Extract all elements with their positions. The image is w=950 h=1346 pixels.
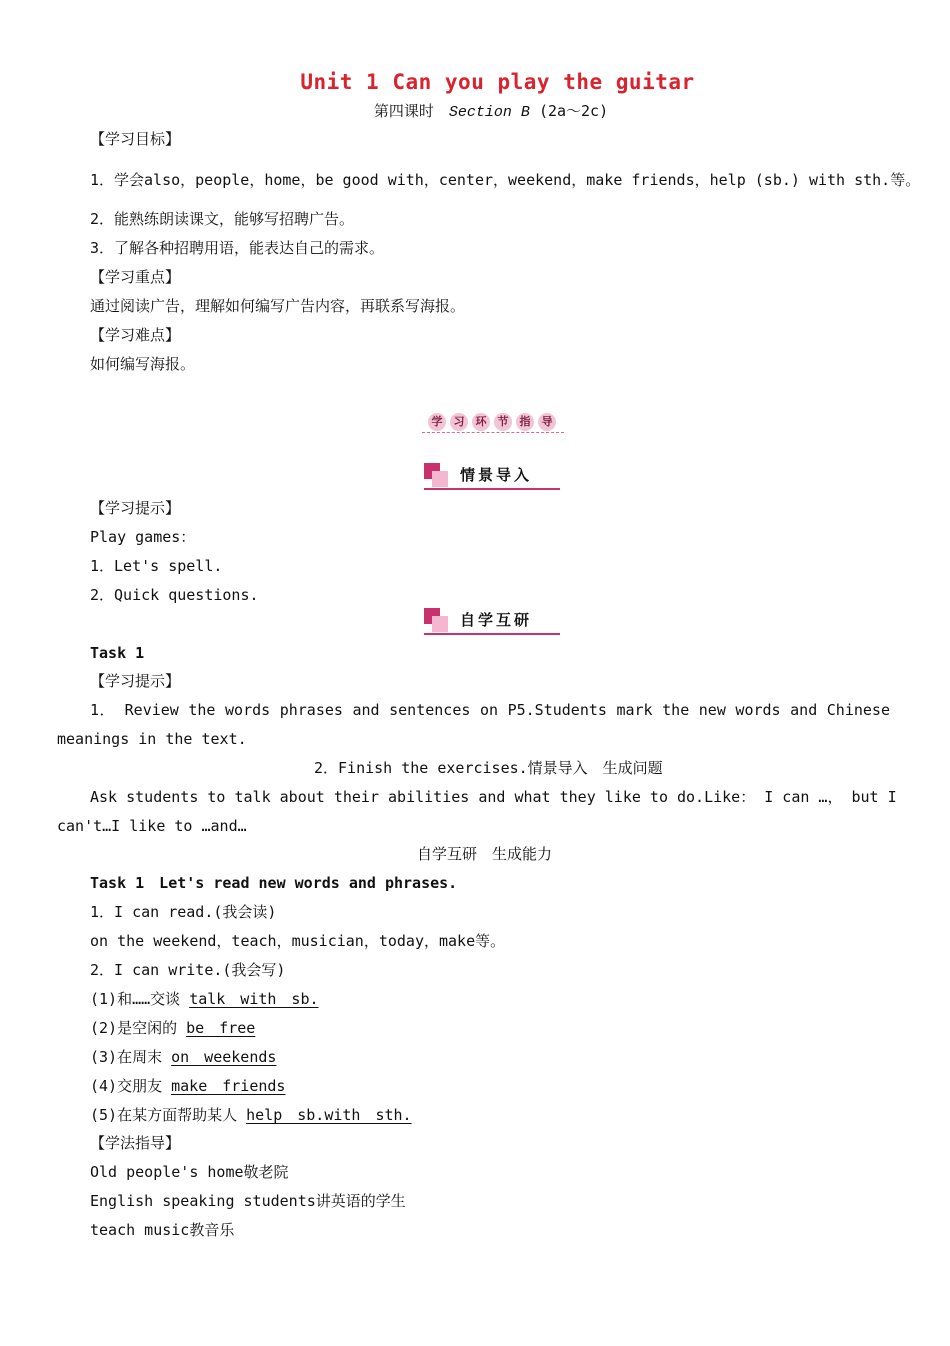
banner-char: 学 xyxy=(428,413,446,431)
difficulty-text: 如何编写海报。 xyxy=(90,355,196,373)
section-rule xyxy=(424,488,560,490)
lesson-number: 第四课时 xyxy=(373,102,434,120)
method-line-1: Old people's home敬老院 xyxy=(90,1163,289,1181)
section-header-selfstudy xyxy=(424,608,560,636)
method-heading: 【学法指导】 xyxy=(90,1134,181,1152)
write-item-4: (4)交朋友 make friends xyxy=(90,1077,286,1095)
section-rule xyxy=(424,633,560,635)
difficulty-heading: 【学习难点】 xyxy=(90,326,181,344)
play-item-2: 2．Quick questions. xyxy=(90,586,259,604)
ask-line-1: Ask students to talk about their abilities and what they like to do.Like： I can …， but I xyxy=(90,788,897,806)
goal-3: 3．了解各种招聘用语，能表达自己的需求。 xyxy=(90,239,385,257)
focus-text: 通过阅读广告，理解如何编写广告内容，再联系写海报。 xyxy=(90,297,466,315)
goals-heading: 【学习目标】 xyxy=(90,130,181,148)
answer-blank: be free xyxy=(186,1019,256,1037)
section-header-intro xyxy=(424,463,560,491)
read-heading: 1．I can read.(我会读) xyxy=(90,903,277,921)
banner-rule xyxy=(422,432,564,433)
read-words: on the weekend，teach，musician，today，make等。 xyxy=(90,932,506,950)
section-label: Section B xyxy=(448,104,530,121)
banner-char: 习 xyxy=(450,413,468,431)
ask-line-2: can't…I like to …and… xyxy=(57,817,247,835)
zixue-heading: 自学互研 生成能力 xyxy=(417,845,553,863)
write-item-5: (5)在某方面帮助某人 help sb.with sth. xyxy=(90,1106,412,1124)
play-item-1: 1．Let's spell. xyxy=(90,557,223,575)
task-1-label: Task 1 xyxy=(90,644,145,662)
answer-blank: talk with sb. xyxy=(189,990,319,1008)
section-range: (2a～2c) xyxy=(538,102,609,120)
write-item-3: (3)在周末 on weekends xyxy=(90,1048,277,1066)
write-item-2: (2)是空闲的 be free xyxy=(90,1019,256,1037)
banner-char: 环 xyxy=(472,413,490,431)
lesson-subtitle xyxy=(0,100,950,121)
focus-heading: 【学习重点】 xyxy=(90,268,181,286)
play-games: Play games： xyxy=(90,528,196,546)
tips-heading: 【学习提示】 xyxy=(90,499,181,517)
method-line-3: teach music教音乐 xyxy=(90,1221,235,1239)
review-line-1: 1． Review the words phrases and sentences on P5.Students mark the new words and Chinese xyxy=(90,701,890,719)
method-line-2: English speaking students讲英语的学生 xyxy=(90,1192,406,1210)
page-title: Unit 1 Can you play the guitar xyxy=(300,70,695,94)
write-heading: 2．I can write.(我会写) xyxy=(90,961,286,979)
goal-1: 1．学会also，people，home，be good with，center，weekend，make friends，help (sb.) with sth.等。 xyxy=(90,171,921,189)
goal-2: 2．能熟练朗读课文，能够写招聘广告。 xyxy=(90,210,355,228)
learning-guide-banner xyxy=(422,408,564,436)
task-1-heading: Task 1 Let's read new words and phrases. xyxy=(90,874,458,892)
answer-blank: on weekends xyxy=(171,1048,277,1066)
tips-heading: 【学习提示】 xyxy=(90,672,181,690)
finish-exercises: 2．Finish the exercises.情景导入 生成问题 xyxy=(314,759,663,777)
write-item-1: (1)和……交谈 talk with sb. xyxy=(90,990,319,1008)
answer-blank: help sb.with sth. xyxy=(246,1106,412,1124)
section-label: 自学互研 xyxy=(460,611,533,629)
banner-char: 指 xyxy=(516,413,534,431)
section-label: 情景导入 xyxy=(460,466,533,484)
answer-blank: make friends xyxy=(171,1077,286,1095)
banner-char: 节 xyxy=(494,413,512,431)
banner-char: 导 xyxy=(538,413,556,431)
review-line-2: meanings in the text. xyxy=(57,730,247,748)
section-square-icon xyxy=(432,471,448,487)
section-square-icon xyxy=(432,616,448,632)
